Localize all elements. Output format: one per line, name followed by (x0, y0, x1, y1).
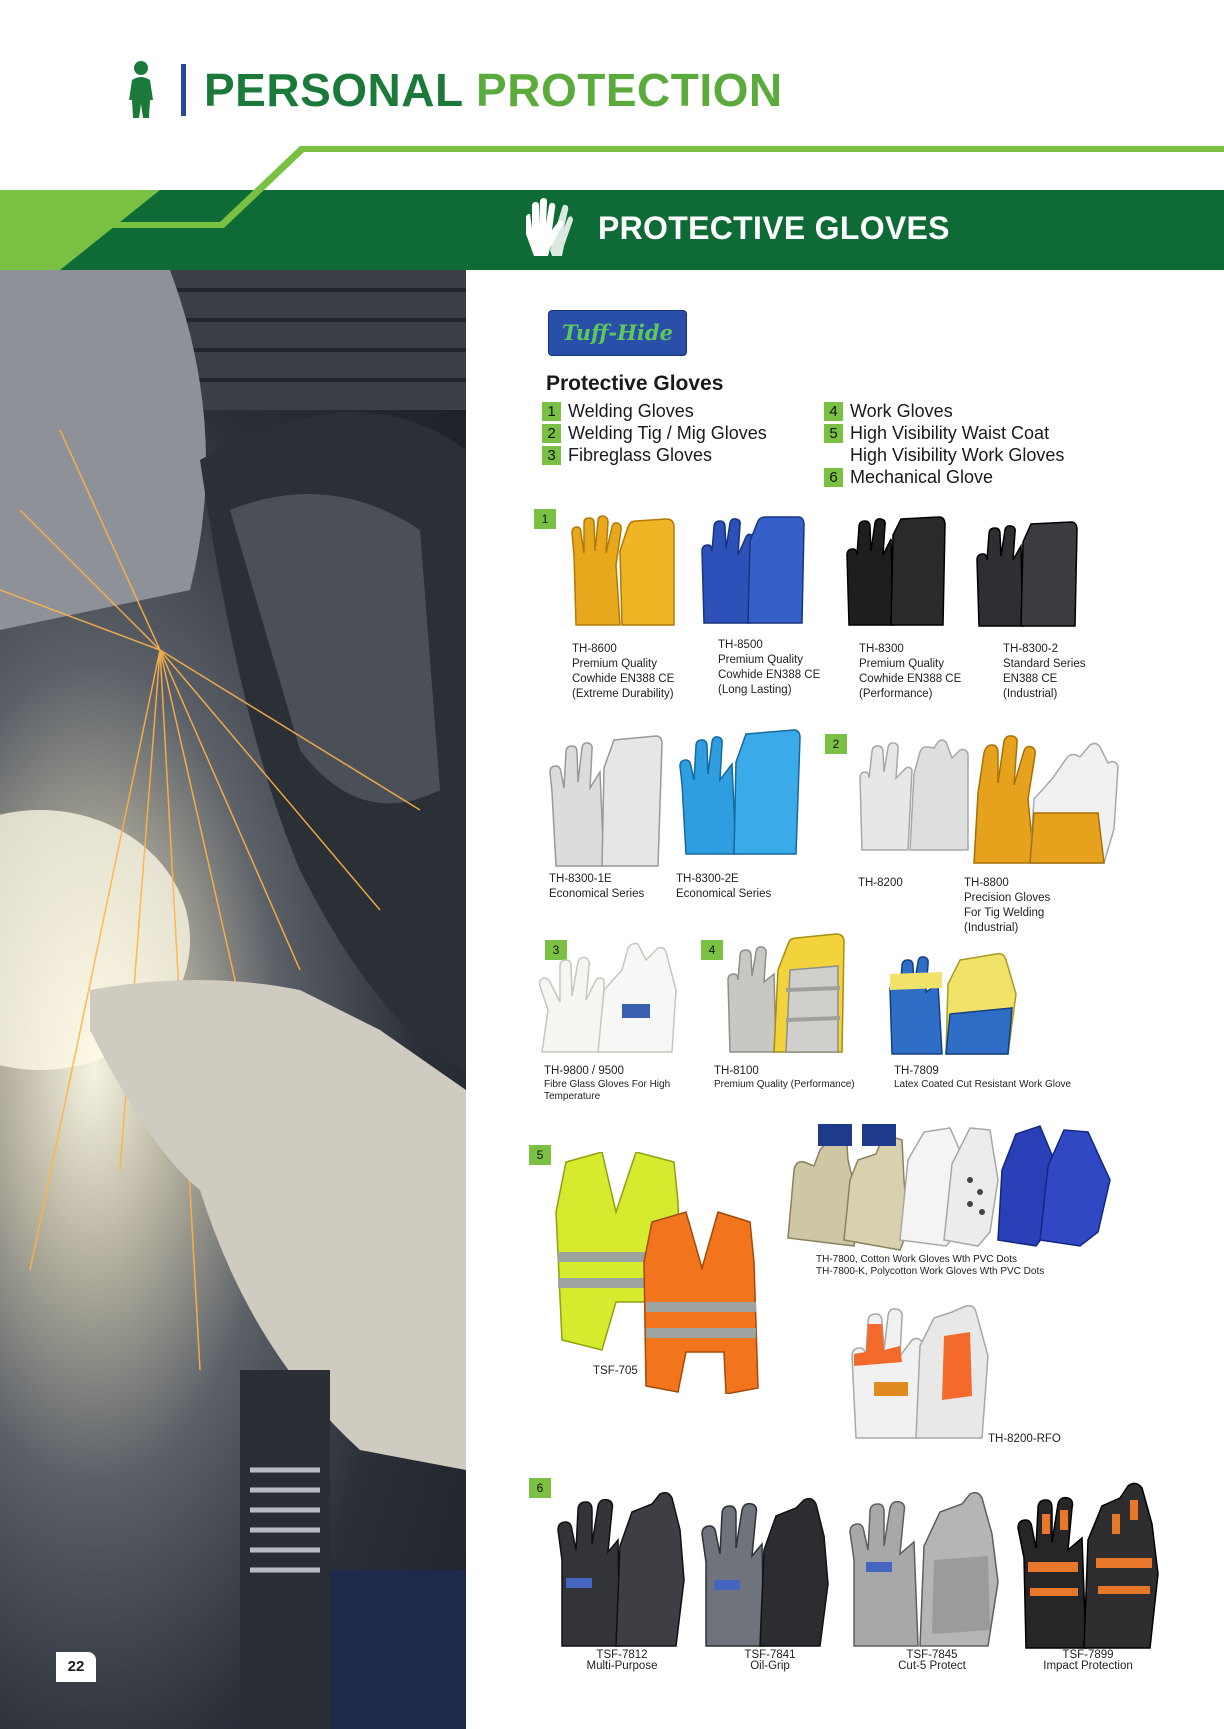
product-code: TH-8600 (572, 643, 617, 655)
product-desc-line: For Tig Welding (964, 907, 1045, 919)
welder-photo-graphic (0, 270, 466, 1729)
section-badge-1: 1 (534, 509, 556, 529)
product-code: TH-8800 (964, 877, 1009, 889)
section-badge-5: 5 (529, 1145, 551, 1165)
product-th7800 (816, 1254, 1044, 1278)
product-name: Oil-Grip (750, 1660, 790, 1672)
product-code: TH-8100 (714, 1065, 759, 1077)
vest-image-tsf705 (546, 1152, 788, 1394)
glove-image-th8200-rfo (848, 1296, 1000, 1446)
product-tsf7841 (720, 1648, 820, 1674)
legend-item (824, 400, 1064, 422)
banner-title: PROTECTIVE GLOVES (598, 210, 950, 246)
legend-list-left (542, 400, 767, 466)
product-code: TH-8300-2E (676, 873, 739, 885)
section-badge-3: 3 (545, 940, 567, 960)
legend-item-label: Work Gloves (850, 401, 953, 421)
glove-image-tsf7845 (848, 1490, 1008, 1652)
legend-number-badge: 5 (824, 424, 843, 443)
glove-image-tsf7899 (1016, 1478, 1162, 1654)
product-code: TH-8300-2 (1003, 643, 1058, 655)
legend-title: Protective Gloves (546, 372, 724, 395)
tuff-hide-logo (548, 310, 687, 356)
product-code: TSF-7812 (596, 1649, 648, 1661)
legend-number-badge: 2 (542, 424, 561, 443)
product-code: TH-8300-1E (549, 873, 612, 885)
product-th8200-rfo (988, 1432, 1061, 1447)
product-code: TH-9800 / 9500 (544, 1065, 624, 1077)
legend-item-label: Welding Gloves (568, 401, 694, 421)
legend-number-badge: 6 (824, 468, 843, 487)
product-name: Multi-Purpose (586, 1660, 658, 1672)
glove-image-th8300-1e (548, 732, 666, 872)
legend-item (542, 444, 767, 466)
legend-item-label: Mechanical Glove (850, 467, 994, 487)
legend-number-badge: 4 (824, 402, 843, 421)
product-desc-line: Premium Quality (Performance) (714, 1079, 855, 1090)
section-badge-2: 2 (825, 734, 847, 754)
legend-item (824, 422, 1064, 444)
product-desc-line: Fibre Glass Gloves For High (544, 1079, 671, 1090)
product-th8500 (718, 638, 820, 698)
product-th8800 (964, 876, 1050, 936)
glove-image-th8600 (570, 515, 676, 631)
glove-image-tsf7812 (556, 1490, 688, 1652)
legend-item-label: Fibreglass Gloves (568, 445, 713, 465)
product-desc-line: (Extreme Durability) (572, 688, 674, 700)
product-desc-line: Cowhide EN388 CE (572, 673, 675, 685)
product-th8300-1e (549, 872, 644, 902)
product-desc-line: Latex Coated Cut Resistant Work Glove (894, 1079, 1072, 1090)
product-th9800 (544, 1064, 670, 1103)
legend-number-badge: 3 (542, 446, 561, 465)
product-tsf7812 (572, 1648, 672, 1674)
legend-list-right (824, 400, 1064, 488)
legend-item-label: High Visibility Waist Coat (850, 423, 1050, 443)
product-code: TSF-7841 (744, 1649, 796, 1661)
legend-item (542, 422, 767, 444)
glove-image-th8300-2e (678, 728, 804, 860)
product-tsf705 (593, 1364, 638, 1379)
product-desc-line: Cowhide EN388 CE (718, 669, 821, 681)
tuff-hide-logo-text: Tuff-Hide (562, 320, 673, 345)
product-name: Impact Protection (1043, 1660, 1133, 1672)
product-desc-line: Economical Series (676, 888, 772, 900)
page-number: 22 (56, 1652, 96, 1682)
product-code: TH-8300 (859, 643, 904, 655)
product-th8300-2e (676, 872, 771, 902)
glove-image-th9800 (536, 940, 682, 1058)
product-desc-line: TH-7800-K, Polycotton Work Gloves Wth PVC Dots (816, 1266, 1045, 1277)
legend-item (824, 466, 1064, 488)
product-desc-line: (Industrial) (1003, 688, 1058, 700)
legend-number-badge: 1 (542, 402, 561, 421)
product-code: TH-8200 (858, 877, 903, 889)
product-code: TSF-7899 (1062, 1649, 1114, 1661)
product-th7809 (894, 1064, 1071, 1091)
product-th8600 (572, 642, 674, 702)
legend-item-label: Welding Tig / Mig Gloves (568, 423, 767, 443)
product-th8100 (714, 1064, 855, 1091)
person-in-coverall-icon (126, 60, 156, 120)
page-title (204, 62, 783, 118)
section-badge-4: 4 (701, 940, 723, 960)
gloves-icon (520, 198, 576, 260)
product-desc-line: TH-7800, Cotton Work Gloves Wth PVC Dots (816, 1254, 1017, 1265)
glove-image-th8100 (726, 930, 852, 1058)
product-desc-line: Standard Series (1003, 658, 1086, 670)
glove-image-th7800 (784, 1120, 1116, 1252)
page-title-word-1: PERSONAL (204, 64, 463, 116)
product-th8300-2 (1003, 642, 1085, 702)
product-code: TH-7809 (894, 1065, 939, 1077)
section-banner (0, 140, 1224, 270)
product-code: TH-8500 (718, 639, 763, 651)
product-desc-line: Premium Quality (718, 654, 803, 666)
legend-item-label: High Visibility Work Gloves (850, 445, 1065, 465)
section-badge-6: 6 (529, 1478, 551, 1498)
glove-image-th7809 (886, 944, 1024, 1060)
welder-photo (0, 270, 466, 1729)
glove-image-th8500 (700, 515, 806, 629)
product-code: TH-8200-RFO (988, 1433, 1061, 1445)
product-desc-line: EN388 CE (1003, 673, 1058, 685)
product-code: TSF-7845 (906, 1649, 958, 1661)
glove-image-tsf7841 (700, 1496, 832, 1652)
product-desc-line: Premium Quality (572, 658, 657, 670)
product-desc-line: (Long Lasting) (718, 684, 792, 696)
product-th8300 (859, 642, 961, 702)
product-desc-line: Economical Series (549, 888, 645, 900)
product-desc-line: (Industrial) (964, 922, 1019, 934)
header-divider (181, 64, 186, 116)
legend-item (542, 400, 767, 422)
glove-image-th8300 (845, 515, 947, 631)
product-th8200 (858, 876, 903, 891)
glove-image-th8800 (968, 733, 1122, 869)
product-desc-line: Cowhide EN388 CE (859, 673, 962, 685)
product-code: TSF-705 (593, 1365, 638, 1377)
product-desc-line: Temperature (544, 1091, 601, 1102)
page-title-word-2: PROTECTION (476, 64, 783, 116)
product-desc-line: (Performance) (859, 688, 933, 700)
legend-item (824, 444, 1064, 466)
glove-image-th8200 (856, 738, 974, 856)
product-name: Cut-5 Protect (898, 1660, 966, 1672)
product-tsf7899 (1018, 1648, 1158, 1674)
product-desc-line: Precision Gloves (964, 892, 1051, 904)
glove-image-th8300-2 (975, 520, 1079, 630)
product-desc-line: Premium Quality (859, 658, 944, 670)
product-tsf7845 (882, 1648, 982, 1674)
